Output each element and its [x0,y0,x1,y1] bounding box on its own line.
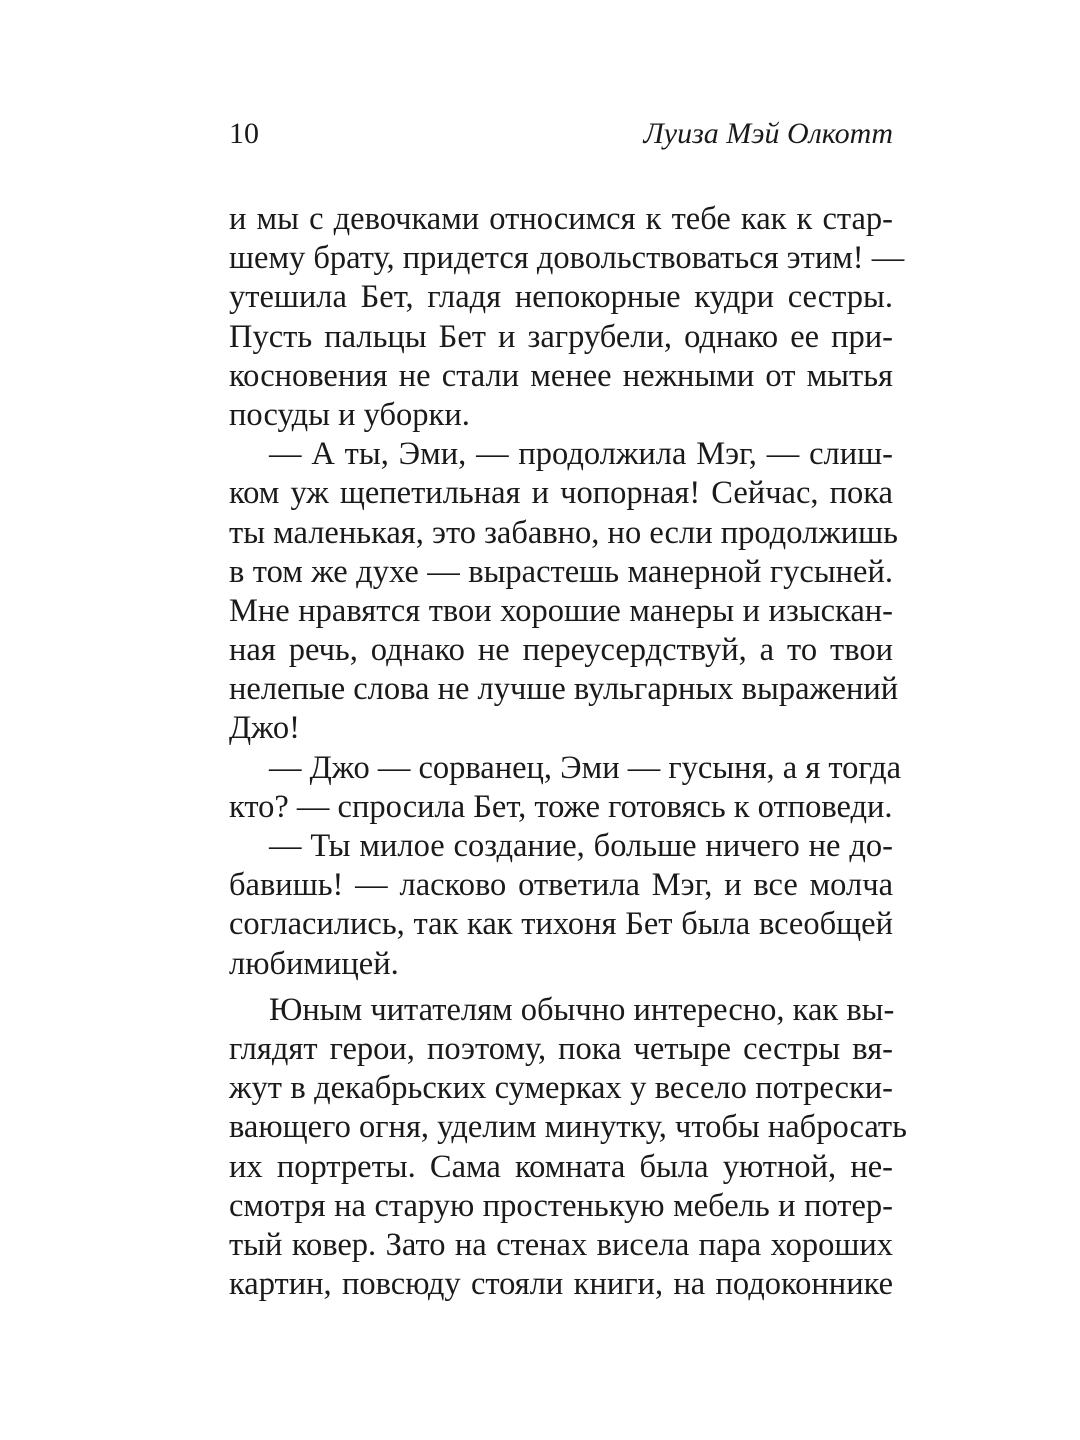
page-number: 10 [229,117,259,150]
text-line: шему брату, придется довольствоваться этим! — [229,240,905,277]
text-line: бавишь! — ласково ответила Мэг, и все молча [229,867,893,904]
text-line: глядят герои, поэтому, пока четыре сестры вя- [229,1030,893,1067]
text-line: ты маленькая, это забавно, но если продолжишь [229,514,898,551]
text-line: Мне нравятся твои хорошие манеры и изыскан- [229,592,893,629]
text-line: картин, повсюду стояли книги, на подоконнике [229,1266,893,1303]
running-head [229,112,893,156]
text-line: согласились, так как тихоня Бет была всеобщей [229,906,893,943]
text-line: жут в декабрьских сумерках у весело потрески- [229,1070,893,1107]
text-line: ком уж щепетильная и чопорная! Сейчас, пока [229,475,893,512]
text-line: вающего огня, уделим минутку, чтобы набросать [229,1109,907,1146]
text-line: нелепые слова не лучше вульгарных выражений [229,671,899,708]
paragraph-gap [229,984,893,991]
text-line: Джо! [229,710,300,747]
text-line: утешила Бет, гладя непокорные кудри сестры. [229,279,893,316]
text-line: Юным читателям обычно интересно, как вы- [269,991,895,1028]
text-line: — А ты, Эми, — продолжила Мэг, — слиш- [269,436,893,473]
text-line: тый ковер. Зато на стенах висела пара хороших [229,1226,893,1263]
book-author: Луиза Мэй Олкотт [643,117,893,150]
text-line: смотря на старую простенькую мебель и потер- [229,1187,893,1224]
text-line: их портреты. Сама комната была уютной, не- [229,1148,893,1185]
text-line: — Джо — сорванец, Эми — гусыня, а я тогда [269,749,902,786]
text-line: ная речь, однако не переусердствуй, а то твои [229,632,893,669]
text-line: посуды и уборки. [229,396,470,433]
text-line: кто? — спросила Бет, тоже готовясь к отповеди. [229,788,893,825]
text-line: в том же духе — вырастешь манерной гусыней. [229,553,893,590]
text-line: — Ты милое создание, больше ничего не до- [269,828,893,864]
text-line: косновения не стали менее нежными от мытья [229,357,893,394]
body-text [229,200,907,1304]
text-line: любимицей. [229,945,399,982]
text-line: Пусть пальцы Бет и загрубели, однако ее при- [229,318,893,355]
text-line: и мы с девочками относимся к тебе как к стар- [229,201,893,237]
